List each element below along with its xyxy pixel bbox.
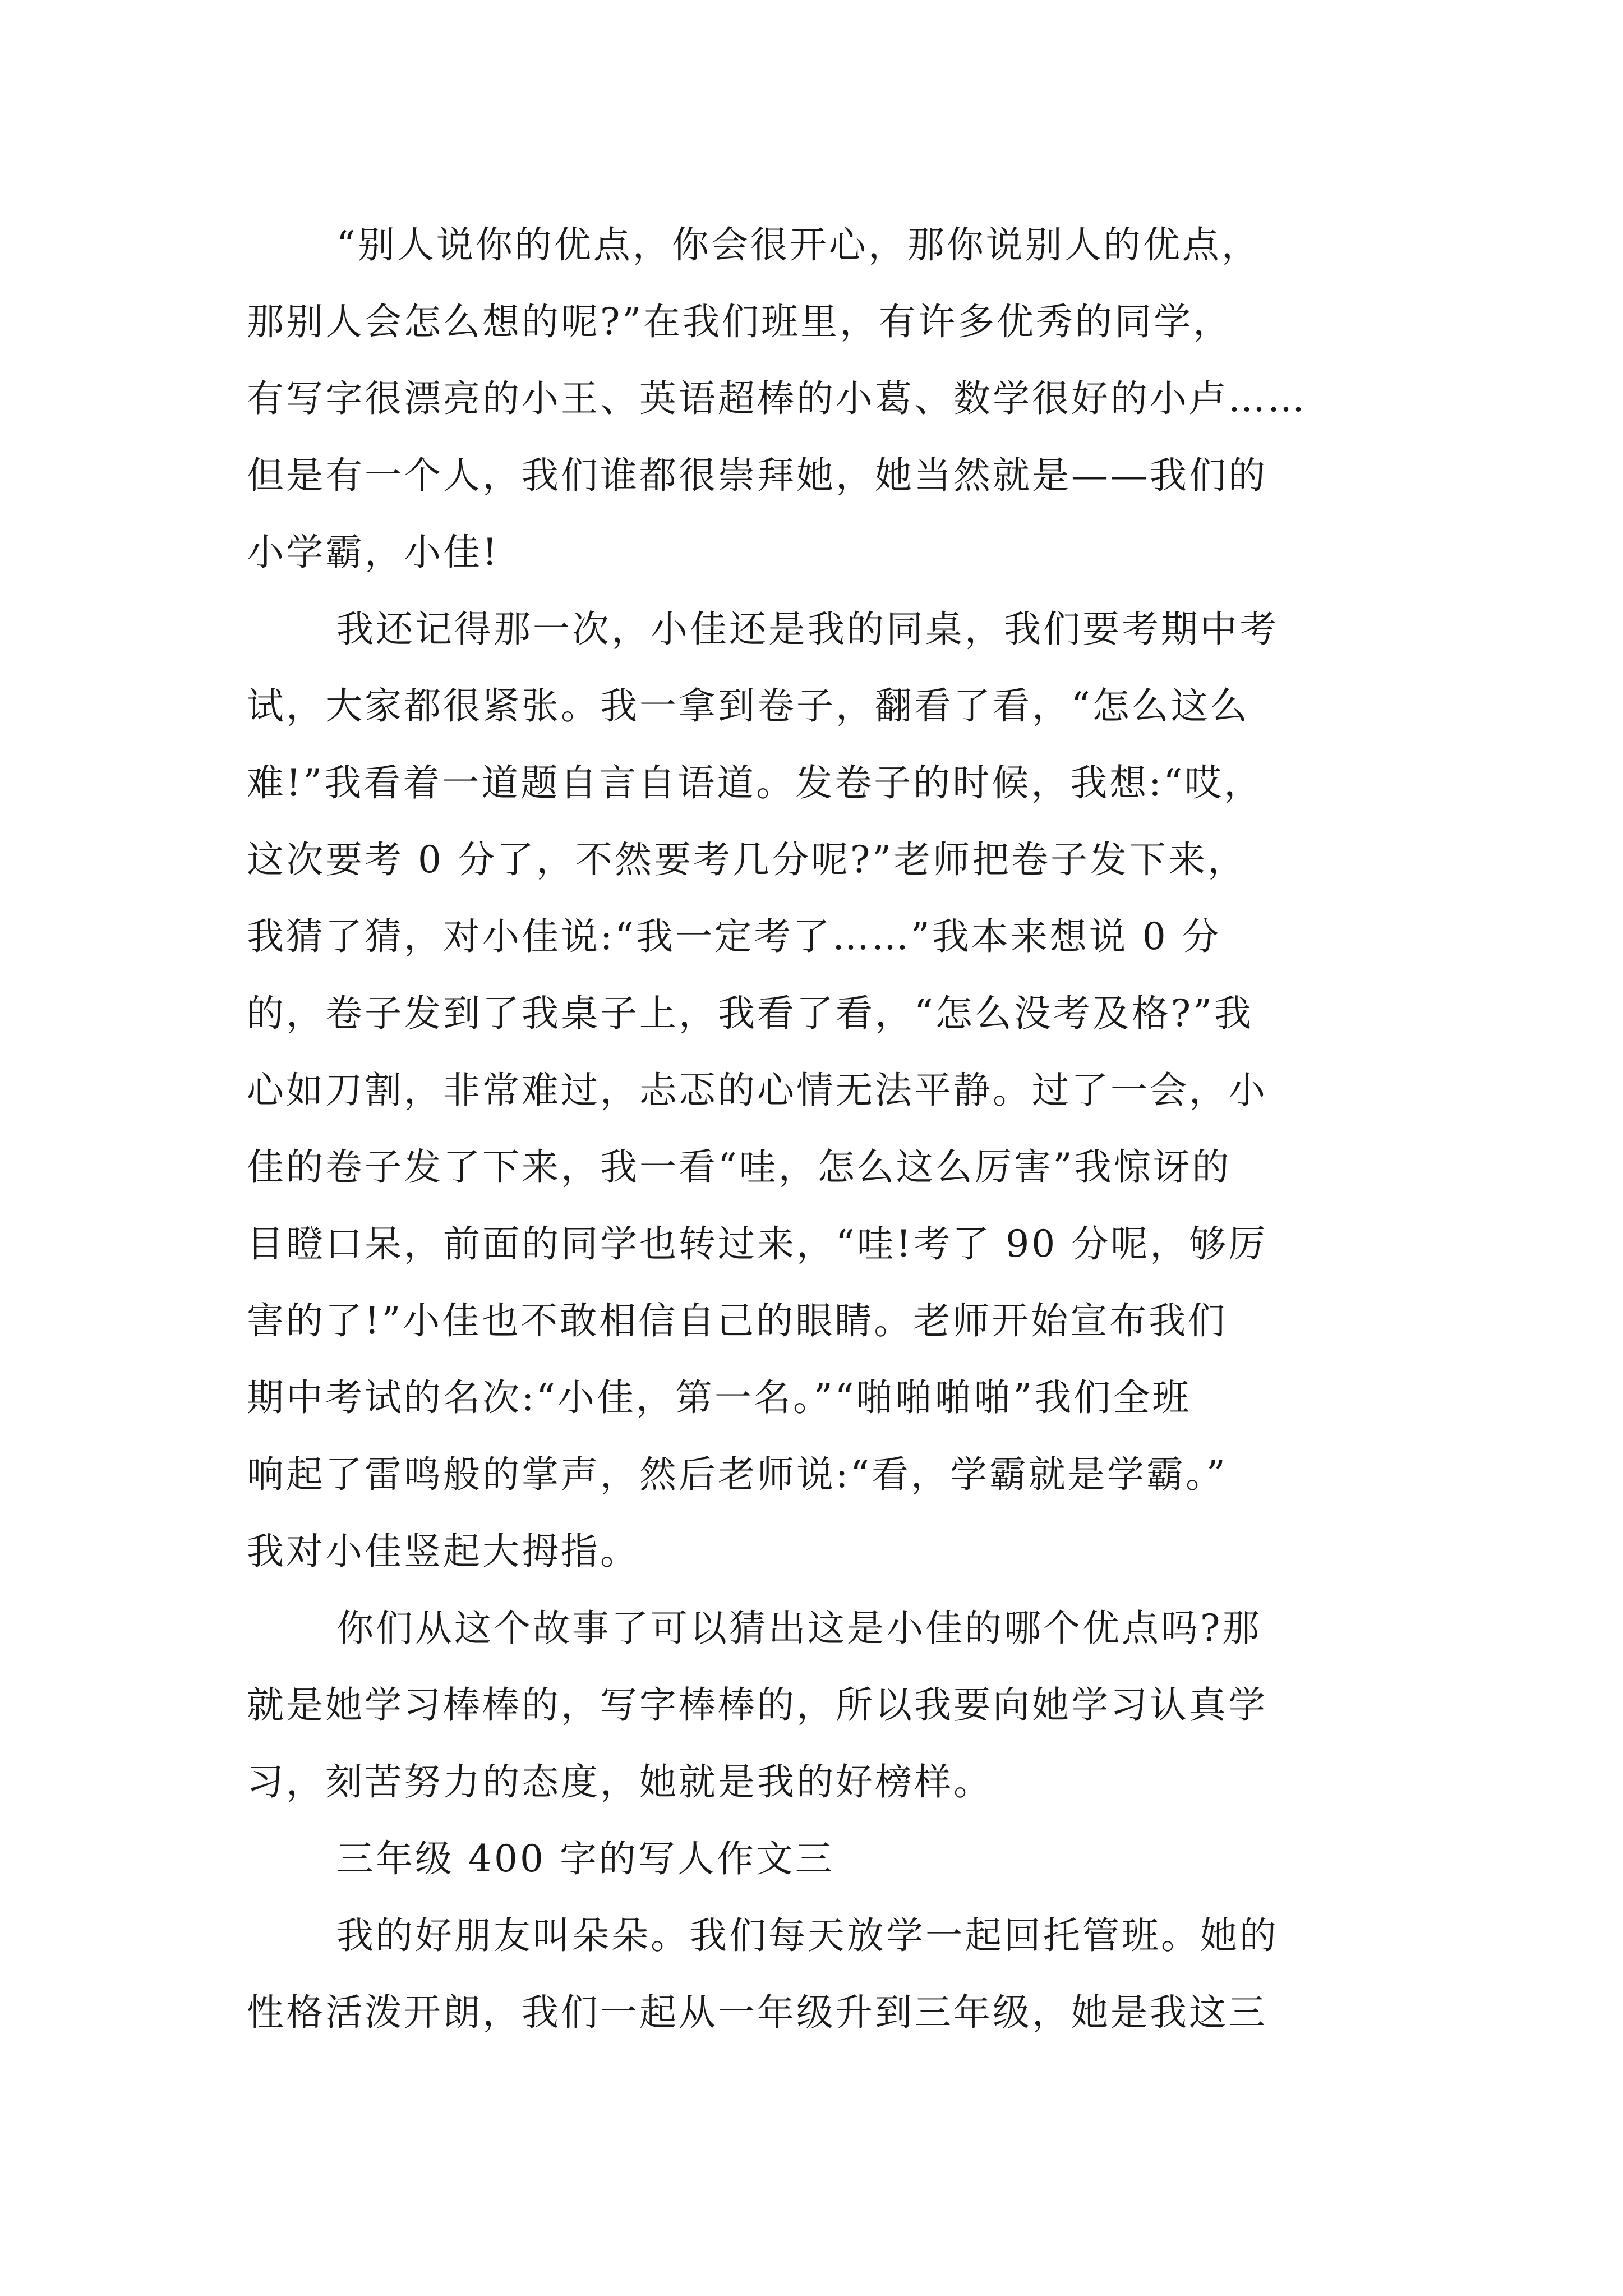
text-line: 试，大家都很紧张。我一拿到卷子，翻看了看，“怎么这么 — [247, 684, 1249, 728]
text-line: 性格活泼开朗，我们一起从一年级升到三年级，她是我这三 — [247, 1991, 1267, 2034]
paragraph-1 — [247, 206, 1391, 591]
text-line: 目瞪口呆，前面的同学也转过来，“哇!考了 90 分呢，够厉 — [247, 1222, 1268, 1266]
text-line: 佳的卷子发了下来，我一看“哇，怎么这么厉害”我惊讶的 — [247, 1145, 1232, 1189]
text-line: 我对小佳竖起大拇指。 — [247, 1530, 639, 1573]
text-line: 你们从这个故事了可以猜出这是小佳的哪个优点吗?那 — [336, 1607, 1262, 1650]
text-line: 我还记得那一次，小佳还是我的同桌，我们要考期中考 — [336, 608, 1279, 651]
text-line: 我的好朋友叫朵朵。我们每天放学一起回托管班。她的 — [336, 1914, 1279, 1957]
paragraph-2 — [247, 591, 1391, 1590]
text-line: “别人说你的优点，你会很开心，那你说别人的优点， — [336, 223, 1261, 266]
text-line: 害的了!”小佳也不敢相信自己的眼睛。老师开始宣布我们 — [247, 1299, 1228, 1342]
text-line: 难!”我看着一道题自言自语道。发卷子的时候，我想:“哎， — [247, 761, 1264, 804]
text-line: 但是有一个人，我们谁都很崇拜她，她当然就是——我们的 — [247, 454, 1267, 497]
paragraph-4 — [247, 1897, 1391, 2051]
paragraph-3 — [247, 1590, 1391, 1820]
text-line: 有写字很漂亮的小王、英语超棒的小葛、数学很好的小卢…… — [247, 377, 1307, 420]
text-line: 的，卷子发到了我桌子上，我看了看，“怎么没考及格?”我 — [247, 992, 1253, 1035]
text-line: 响起了雷鸣般的掌声，然后老师说:“看，学霸就是学霸。” — [247, 1453, 1228, 1496]
text-line: 这次要考 0 分了，不然要考几分呢?”老师把卷子发下来， — [247, 838, 1247, 881]
text-line: 我猜了猜，对小佳说:“我一定考了……”我本来想说 0 分 — [247, 915, 1221, 958]
text-line: 那别人会怎么想的呢?”在我们班里，有许多优秀的同学， — [247, 300, 1233, 343]
text-line: 小学霸，小佳! — [247, 531, 500, 574]
heading-text: 三年级 400 字的写人作文三 — [336, 1837, 834, 1880]
body-text — [247, 206, 1391, 2051]
text-line: 心如刀割，非常难过，忐忑的心情无法平静。过了一会，小 — [247, 1069, 1267, 1112]
text-line: 习，刻苦努力的态度，她就是我的好榜样。 — [247, 1760, 993, 1803]
text-line: 期中考试的名次:“小佳，第一名。”“啪啪啪啪”我们全班 — [247, 1376, 1192, 1419]
text-line: 就是她学习棒棒的，写字棒棒的，所以我要向她学习认真学 — [247, 1683, 1267, 1727]
section-heading — [247, 1820, 1391, 1897]
